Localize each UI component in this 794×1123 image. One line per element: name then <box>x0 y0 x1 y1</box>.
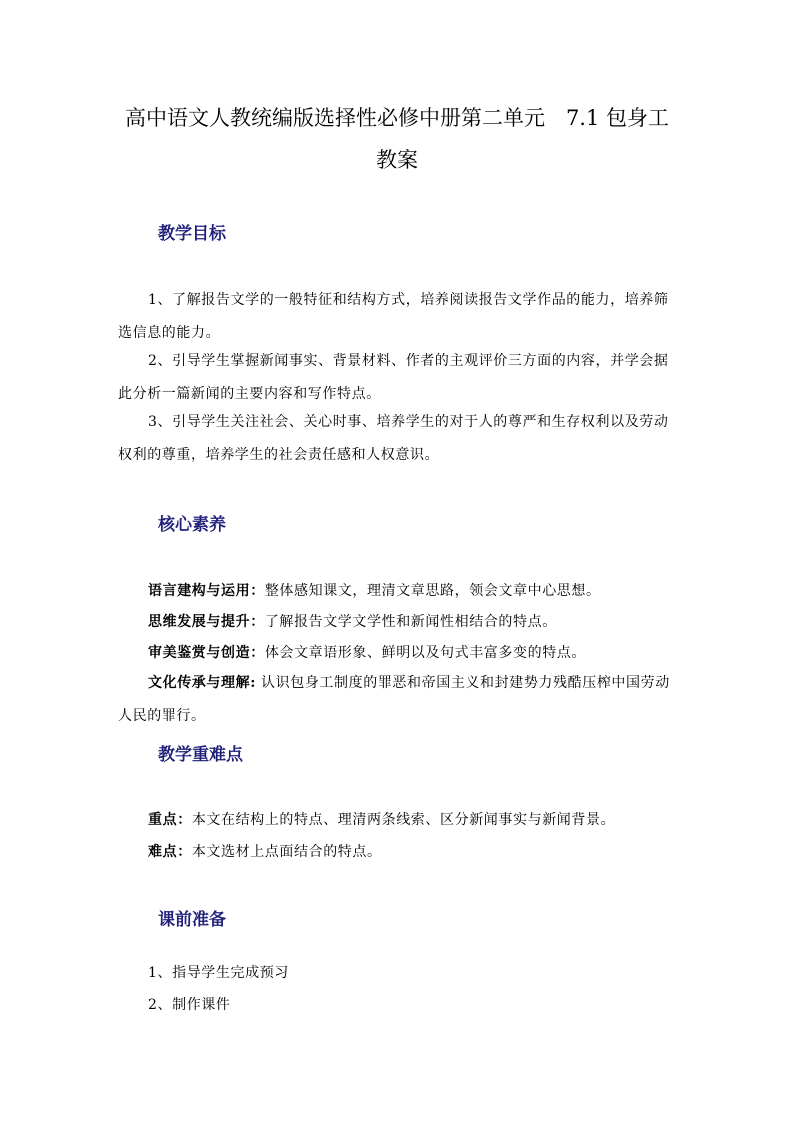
literacy-label: 语言建构与运用： <box>148 583 265 599</box>
preparation-heading: 课前准备 <box>158 910 226 930</box>
keypoint-label: 难点： <box>148 844 192 860</box>
literacy-label: 思维发展与提升： <box>148 614 265 630</box>
objective-item-3: 3、引导学生关注社会、关心时事、培养学生的对于人的尊严和生存权利以及劳动权利的尊重，培养学生的社会责任感和人权意识。 <box>118 414 669 463</box>
literacy-text: 认识包身工制度的罪恶和帝国主义和封建势力残酷压榨中国劳动人民的罪行。 <box>118 675 670 724</box>
literacy-text: 整体感知课文，理清文章思路，领会文章中心思想。 <box>264 583 601 599</box>
preparation-item-2: 2、制作课件 <box>148 997 231 1013</box>
literacy-label: 审美鉴赏与创造： <box>148 645 265 661</box>
objectives-heading: 教学目标 <box>158 224 226 244</box>
literacy-label: 文化传承与理解: <box>148 675 256 691</box>
keypoint-text: 本文选材上点面结合的特点。 <box>191 844 382 860</box>
keypoint-item-focus <box>148 810 615 830</box>
objective-item-1: 1、了解报告文学的一般特征和结构方式，培养阅读报告文学作品的能力，培养筛选信息的能力。 <box>118 292 669 341</box>
literacy-text: 了解报告文学文学性和新闻性相结合的特点。 <box>264 614 557 630</box>
literacy-item-language <box>148 581 601 601</box>
literacy-item-culture <box>118 667 678 733</box>
preparation-item-1: 1、指导学生完成预习 <box>148 965 289 981</box>
document-title-line-1: 高中语文人教统编版选择性必修中册第二单元 7.1 包身工 <box>124 106 670 130</box>
literacy-text: 体会文章语形象、鲜明以及句式丰富多变的特点。 <box>264 645 587 661</box>
document-title-line-2: 教案 <box>376 148 418 172</box>
keypoint-item-difficulty <box>148 842 382 862</box>
keypoint-text: 本文在结构上的特点、理清两条线索、区分新闻事实与新闻背景。 <box>191 812 616 828</box>
keypoint-label: 重点： <box>148 812 192 828</box>
literacy-heading: 核心素养 <box>158 515 226 535</box>
literacy-item-aesthetic <box>148 643 586 663</box>
keypoints-heading: 教学重难点 <box>158 745 243 765</box>
objective-item-2: 2、引导学生掌握新闻事实、背景材料、作者的主观评价三方面的内容，并学会据此分析一篇新闻的主要内容和写作特点。 <box>118 353 669 402</box>
literacy-item-thinking <box>148 612 557 632</box>
